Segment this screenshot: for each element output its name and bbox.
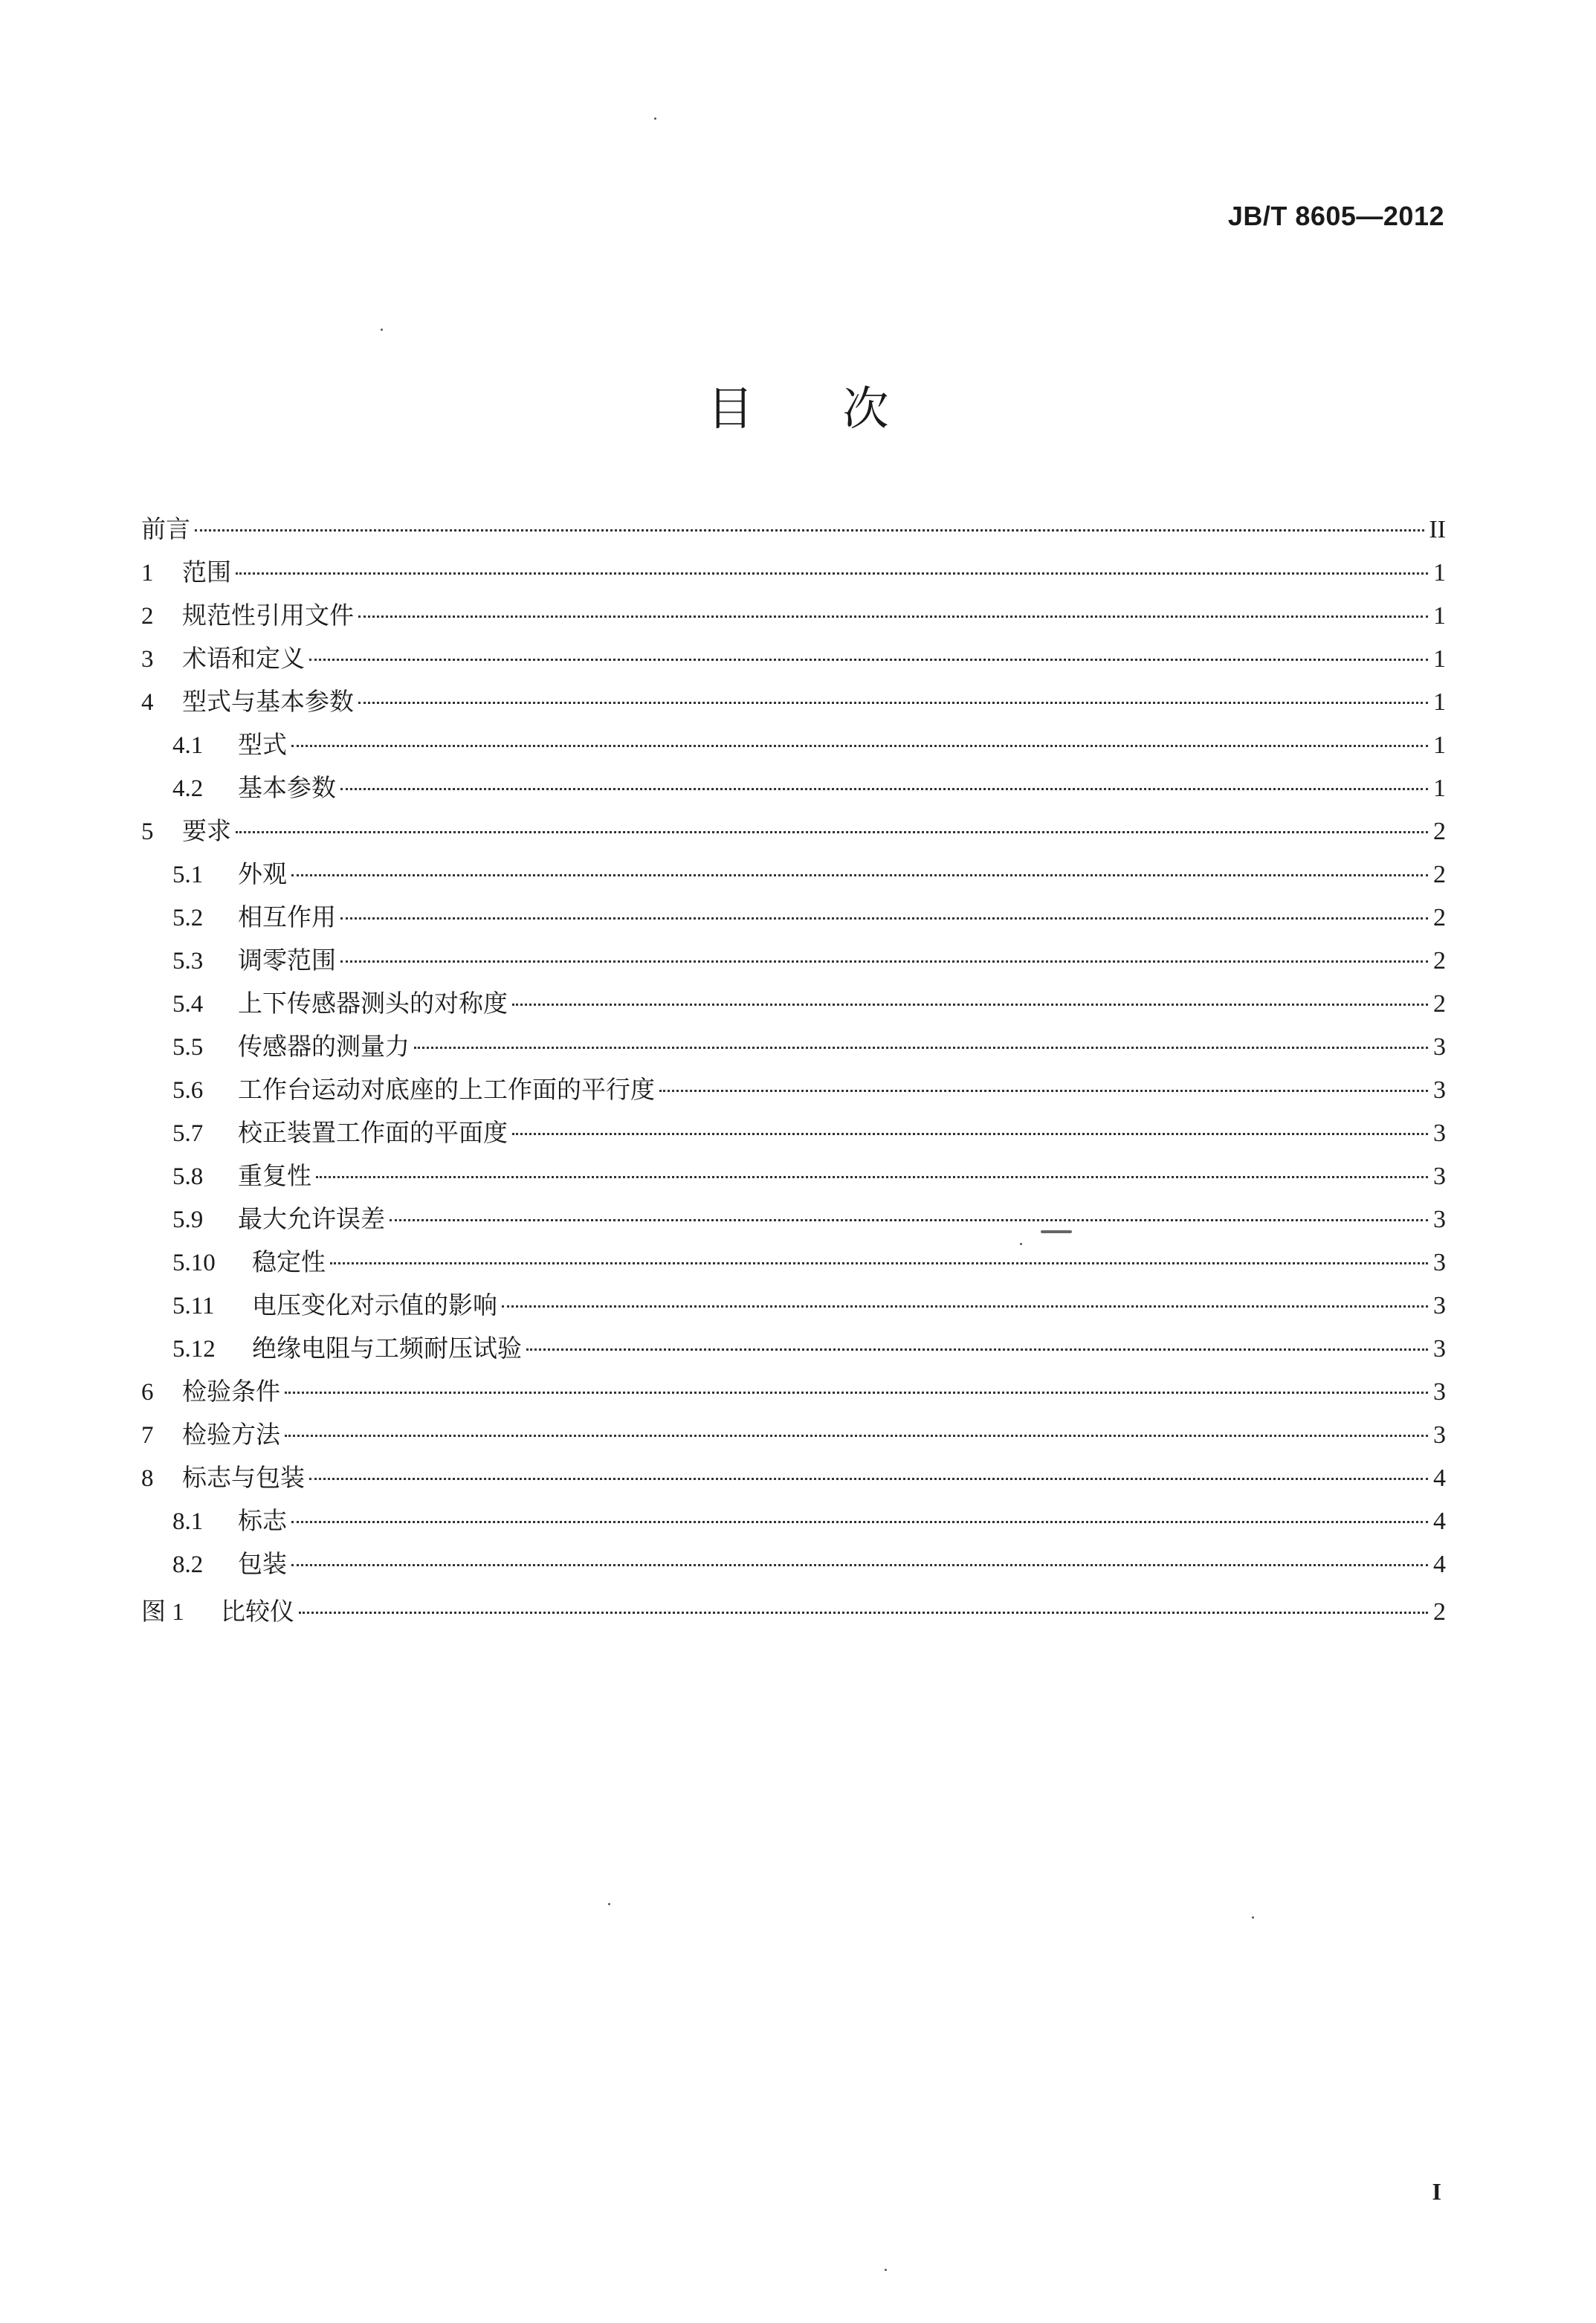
toc-entry (141, 1068, 1446, 1111)
toc-entry-page: 2 (1433, 818, 1446, 845)
toc-entry (141, 680, 1446, 723)
toc-dot-leader (390, 1219, 1428, 1221)
toc-entry-label: 相互作用 (238, 902, 336, 931)
toc-entry-label: 标志 (238, 1506, 287, 1535)
toc-entry (141, 1456, 1446, 1499)
toc-entry-page: 1 (1433, 731, 1446, 759)
toc-dot-leader (291, 874, 1428, 876)
toc-dot-leader (340, 917, 1428, 920)
toc-entry-label: 基本参数 (238, 773, 336, 802)
toc-entry-label: 要求 (182, 816, 231, 845)
toc-entry-page: 3 (1433, 1076, 1446, 1104)
toc-dot-leader (526, 1348, 1428, 1351)
toc-entry-label: 术语和定义 (182, 644, 305, 673)
toc-entry (141, 766, 1446, 810)
toc-dot-leader (358, 616, 1428, 618)
toc-entry (141, 939, 1446, 982)
toc-entry-label: 工作台运动对底座的上工作面的平行度 (238, 1075, 655, 1104)
toc-entry (141, 1111, 1446, 1154)
toc-dot-leader (299, 1612, 1428, 1614)
toc-entry-page: 2 (1433, 1598, 1446, 1626)
toc-entry (141, 1499, 1446, 1542)
scan-speck (654, 117, 656, 120)
toc-entry-page: 2 (1433, 861, 1446, 888)
toc-entry (141, 1370, 1446, 1413)
toc-entry (141, 551, 1446, 594)
toc-dot-leader (309, 659, 1428, 661)
toc-entry-label: 检验条件 (182, 1377, 280, 1406)
toc-entry-label: 外观 (238, 859, 287, 888)
toc-entry-label: 型式与基本参数 (182, 687, 354, 716)
toc-entry-label: 标志与包装 (182, 1463, 305, 1492)
toc-dot-leader (236, 831, 1428, 833)
scan-speck (381, 329, 383, 331)
toc-entry-page: 2 (1433, 947, 1446, 975)
scan-speck (1252, 1916, 1254, 1919)
toc-entry-number: 4.1 (172, 732, 204, 759)
toc-entry-label: 上下传感器测头的对称度 (238, 989, 508, 1018)
toc-entry-label: 稳定性 (252, 1247, 326, 1276)
toc-entry-label: 传感器的测量力 (238, 1032, 410, 1061)
toc-dot-leader (291, 1521, 1428, 1523)
toc-entry-page: 3 (1433, 1120, 1446, 1147)
page-title (0, 372, 1596, 438)
toc-entry-number: 8.2 (172, 1551, 204, 1578)
page-folio: I (1432, 2178, 1441, 2205)
toc-entry-label: 校正装置工作面的平面度 (238, 1118, 508, 1147)
scan-speck (608, 1903, 610, 1905)
toc-entry (141, 1025, 1446, 1068)
toc-dot-leader (285, 1435, 1428, 1437)
toc-entry-number: 7 (141, 1422, 154, 1449)
toc-entry (141, 982, 1446, 1025)
toc-entry (141, 1542, 1446, 1586)
toc-dot-leader (316, 1176, 1428, 1178)
toc-dot-leader (291, 1564, 1428, 1566)
toc-entry-number: 5.4 (172, 991, 204, 1018)
document-number: JB/T 8605—2012 (1227, 201, 1444, 231)
toc-entry-number: 5.2 (172, 905, 204, 931)
toc-entry (141, 1327, 1446, 1370)
toc-entry (141, 1241, 1446, 1284)
toc-entry-number: 5.1 (172, 862, 204, 888)
toc-entry-number: 5.5 (172, 1034, 204, 1061)
toc-entry-number: 1 (141, 560, 154, 587)
toc-entry-page: 3 (1433, 1206, 1446, 1233)
toc-entry-page: 2 (1433, 904, 1446, 931)
toc-entry-page: 3 (1433, 1163, 1446, 1190)
toc-entry-label: 检验方法 (182, 1420, 280, 1449)
toc-entry-label: 范围 (182, 558, 231, 587)
toc-dot-leader (512, 1133, 1428, 1135)
toc-entry-number: 2 (141, 603, 154, 630)
toc-entry-page: 3 (1433, 1421, 1446, 1449)
toc-entry-number: 5.12 (172, 1336, 216, 1363)
toc-entry-page: 3 (1433, 1249, 1446, 1276)
toc-entry-page: 1 (1433, 645, 1446, 673)
toc-entry-label: 规范性引用文件 (182, 601, 354, 630)
toc-entry-label: 前言 (141, 514, 190, 543)
toc-entry-number: 图 1 (141, 1599, 184, 1626)
toc-entry (141, 594, 1446, 637)
toc-dot-leader (340, 960, 1428, 963)
toc-entry-number: 5.3 (172, 948, 204, 975)
toc-entry-label: 调零范围 (238, 946, 336, 975)
toc-entry-page: 3 (1433, 1033, 1446, 1061)
toc-entry (141, 1589, 1446, 1635)
toc-entry-number: 4.2 (172, 775, 204, 802)
toc-entry-label: 绝缘电阻与工频耐压试验 (252, 1334, 522, 1363)
toc-entry (141, 723, 1446, 766)
toc-entry-page: 2 (1433, 990, 1446, 1018)
toc-dot-leader (309, 1478, 1428, 1480)
toc-entry-number: 8 (141, 1465, 154, 1492)
scan-speck (885, 2269, 887, 2271)
toc-dot-leader (340, 788, 1428, 790)
toc-dot-leader (414, 1047, 1428, 1049)
table-of-contents (141, 508, 1446, 1635)
toc-entry-number: 8.1 (172, 1508, 204, 1535)
toc-entry-page: 1 (1433, 775, 1446, 802)
toc-entry-page: 1 (1433, 559, 1446, 587)
toc-entry (141, 637, 1446, 680)
toc-entry-page: 3 (1433, 1335, 1446, 1363)
toc-entry-number: 5.7 (172, 1120, 204, 1147)
toc-dot-leader (512, 1004, 1428, 1006)
toc-entry-number: 6 (141, 1379, 154, 1406)
toc-entry-page: 4 (1433, 1508, 1446, 1535)
toc-dot-leader (502, 1305, 1428, 1308)
toc-entry (141, 853, 1446, 896)
toc-entry-page: 4 (1433, 1551, 1446, 1578)
toc-entry-number: 5 (141, 818, 154, 845)
toc-entry (141, 1284, 1446, 1327)
toc-dot-leader (195, 529, 1424, 532)
scan-speck (1020, 1243, 1022, 1245)
toc-entry (141, 810, 1446, 853)
toc-entry-number: 5.9 (172, 1206, 204, 1233)
toc-dot-leader (358, 702, 1428, 704)
toc-entry-number: 5.6 (172, 1077, 204, 1104)
toc-entry (141, 1154, 1446, 1198)
toc-dot-leader (236, 572, 1428, 575)
toc-dot-leader (291, 745, 1428, 747)
toc-entry-page: 3 (1433, 1292, 1446, 1319)
toc-entry-number: 5.11 (172, 1293, 215, 1319)
toc-entry-label: 最大允许误差 (238, 1204, 385, 1233)
toc-entry-number: 3 (141, 646, 154, 673)
title-char-1: 目 (707, 381, 754, 436)
toc-entry-label: 型式 (238, 730, 287, 759)
toc-entry-number: 5.10 (172, 1250, 216, 1276)
toc-entry-label: 重复性 (238, 1161, 311, 1190)
toc-entry-label: 比较仪 (221, 1597, 294, 1626)
toc-entry (141, 1198, 1446, 1241)
toc-entry-page: 1 (1433, 688, 1446, 716)
toc-entry-page: 1 (1433, 602, 1446, 630)
toc-entry-page: 4 (1433, 1464, 1446, 1492)
toc-entry (141, 896, 1446, 939)
toc-entry-label: 电压变化对示值的影响 (252, 1290, 497, 1319)
toc-dot-leader (659, 1090, 1428, 1092)
toc-entry-label: 包装 (238, 1549, 287, 1578)
toc-entry (141, 508, 1446, 551)
scan-speck (1041, 1230, 1072, 1233)
title-char-2: 次 (842, 381, 889, 436)
toc-dot-leader (285, 1392, 1428, 1394)
toc-entry-page: II (1429, 516, 1446, 543)
toc-dot-leader (330, 1262, 1428, 1264)
toc-entry-number: 4 (141, 689, 154, 716)
toc-entry-number: 5.8 (172, 1163, 204, 1190)
toc-entry (141, 1413, 1446, 1456)
toc-entry-page: 3 (1433, 1378, 1446, 1406)
